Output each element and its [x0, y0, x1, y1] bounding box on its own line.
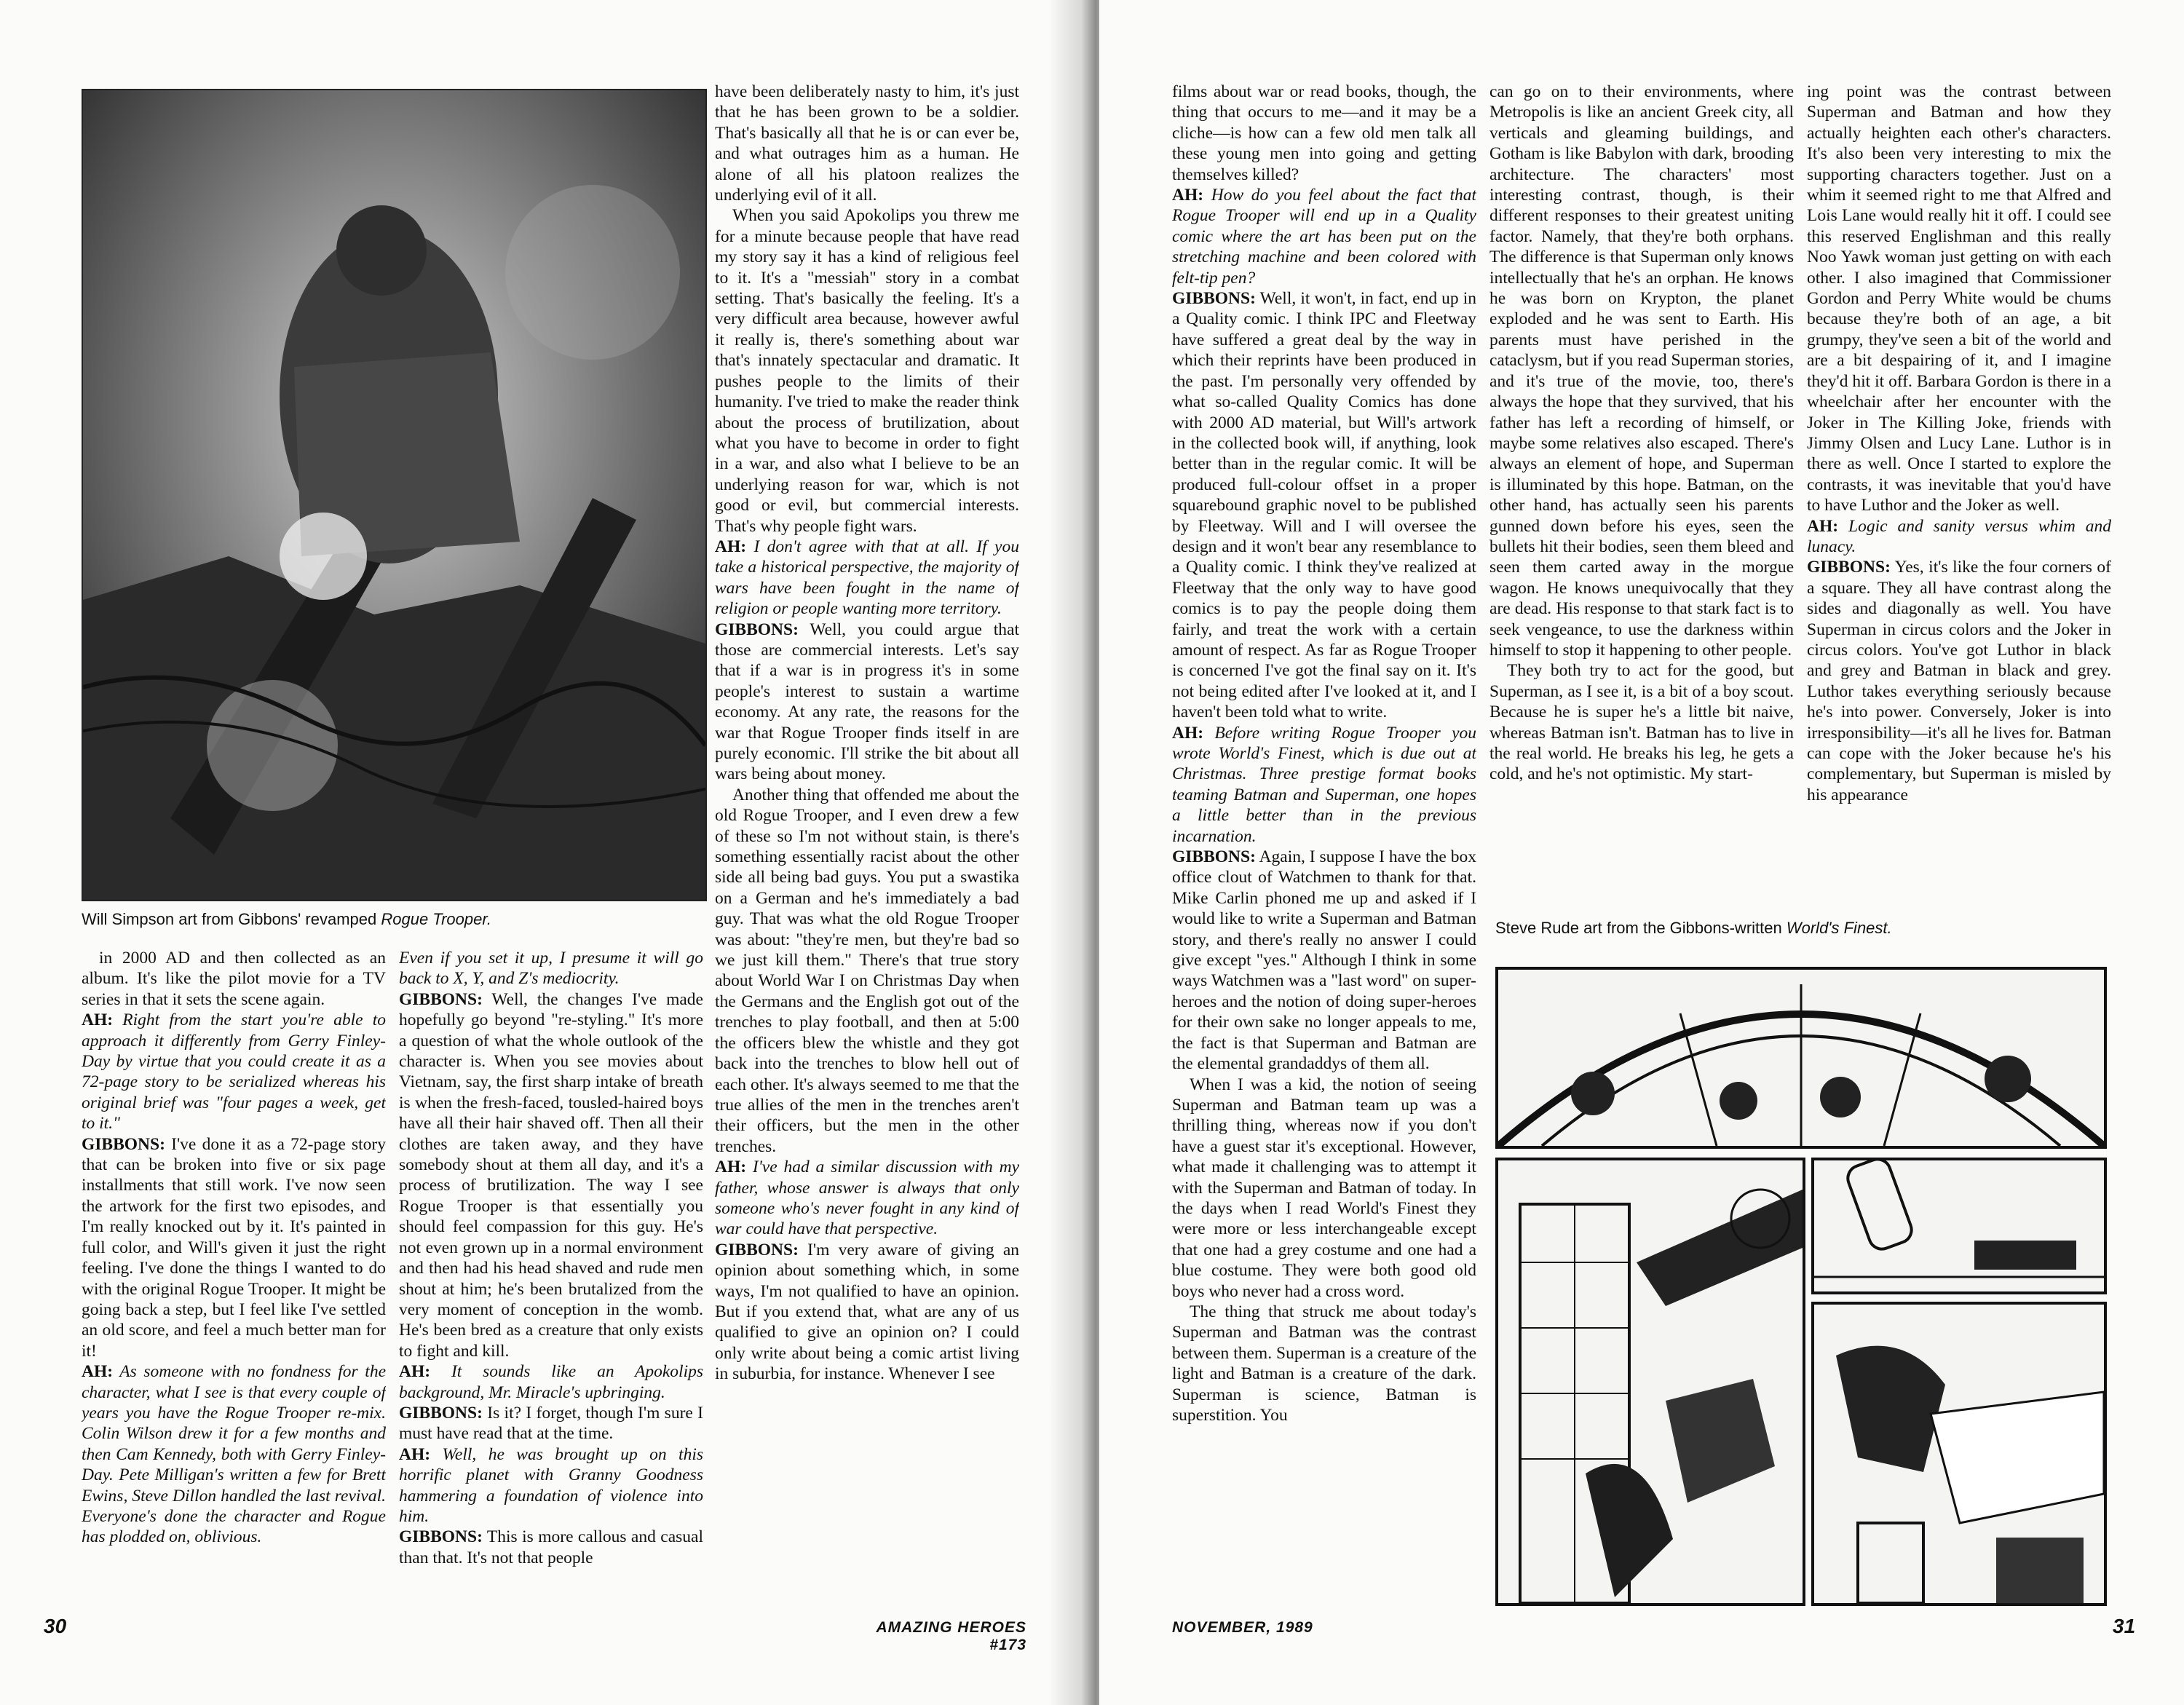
running-footer-left: AMAZING HEROES #173 [876, 1619, 1026, 1653]
interview-answer [1172, 288, 1476, 723]
interview-question [399, 1444, 703, 1527]
interview-answer [399, 1403, 703, 1444]
left-column-1 [82, 948, 386, 1596]
comic-panel-1 [1495, 967, 2107, 1149]
interview-question [715, 537, 1019, 620]
speaker-label: GIBBONS: [1807, 558, 1891, 577]
paragraph-text: I've done it as a 72-page story that can be broken into five or six page installments that still work. I've now seen the artwork for the first two episodes, and I'm really knocked out by it. It's painted in full color, and Will's given it just the right feeling. I've done the things I wanted to do with the original Rogue Trooper. It might be going back a step, but I feel like I've settled an old score, and feel a much better man for it! [82, 1134, 386, 1361]
speaker-label: GIBBONS: [399, 1403, 483, 1423]
speaker-label: AH: [715, 1158, 747, 1177]
interview-question [1172, 723, 1476, 847]
paragraph-text: Right from the start you're able to approach it differently from Gerry Finley-Day by virtue that you could create it as a 72-page story to be serialized whereas his original brief was "four pages a week, get to it." [82, 1010, 386, 1134]
speaker-label: GIBBONS: [1172, 847, 1256, 867]
paragraph-text: Yes, it's like the four corners of a square. They all have contrast along the sides and diagonally as well. You have Superman in circus colors and the Joker in circus colors. You've got Luthor in black and grey and Batman in black and grey. Luthor takes everything seriously because he's into power. Conversely, Joker is into irresponsibility—it's all he lives for. Batman can cope with the Joker because he's his complementary, but Superman is misled by his appearance [1807, 558, 2111, 804]
paragraph-text: They both try to act for the good, but Superman, as I see it, is a bit of a boy scout. Because he is super he's a little bit naive, whereas Batman isn't. Batman has to live in the real world. He breaks his leg, he gets a cold, and he's not optimistic. My start- [1489, 661, 1794, 784]
article-paragraph [82, 948, 386, 1010]
paragraph-text: Well, he was brought up on this horrific planet with Granny Goodness hammering a foundation of violence into him. [399, 1444, 703, 1526]
paragraph-text: Before writing Rogue Trooper you wrote World's Finest, which is due out at Christmas. Three prestige format books teaming Batman and Superman, one hopes a little better than in the previous incarnation. [1172, 723, 1476, 846]
left-column-3 [715, 82, 1019, 1599]
interview-question [399, 948, 703, 989]
paragraph-text: When you said Apokolips you threw me for a minute because people that have read my story say it has a kind of religious feel to it. It's a "messiah" story in a combat setting. That's basically the feeling. It's a very difficult area because, however awful it really is, there's something about war that's innately spectacular and dramatic. It pushes people to the limits of their humanity. I've tried to make the reader think about the process of brutilization, about what you have to become in order to fight in a war, and also what I believe to be an underlying reason for war, which is not good or evil, but commercial interests. That's why people fight wars. [715, 206, 1019, 536]
right-column-1 [1172, 82, 1476, 1599]
article-paragraph [1807, 82, 2111, 516]
caption-title: Rogue Trooper. [381, 910, 491, 928]
speaker-label: GIBBONS: [399, 1527, 483, 1547]
left-column-2 [399, 948, 703, 1596]
war-scene-illustration [83, 90, 705, 900]
interview-question [82, 1361, 386, 1548]
interview-answer [715, 620, 1019, 785]
interview-question [715, 1157, 1019, 1240]
paragraph-text: I'm very aware of giving an opinion about something which, in some ways, I'm not qualified to have an opinion. But if you extend that, what are any of us qualified to give an opinion on? I could only write about being a comic artist living in suburbia, for instance. Whenever I see [715, 1240, 1019, 1384]
interview-answer [82, 1134, 386, 1361]
interview-answer [1807, 557, 2111, 805]
paragraph-text: films about war or read books, though, the thing that occurs to me—and it may be a cliche—is how can a few old men talk all these young men into going and getting themselves killed? [1172, 82, 1476, 184]
speaker-label: AH: [715, 537, 747, 556]
paragraph-text: How do you feel about the fact that Rogue Trooper will end up in a Quality comic where the art has been put on the stretching machine and been colored with felt-tip pen? [1172, 186, 1476, 288]
article-paragraph [1489, 82, 1794, 660]
interview-answer [1172, 847, 1476, 1074]
article-paragraph [1172, 1075, 1476, 1302]
paragraph-text: can go on to their environments, where Metropolis is like an ancient Greek city, all verticals and gleaming buildings, and Gotham is like Babylon with dark, brooding architecture. The characters' most interesting contrast, though, is their different responses to their greatest uniting factor. Namely, that they're both orphans. The difference is that Superman only knows intellectually that he's an orphan. He knows he was born on Krypton, the planet exploded and he was sent to Earth. His parents must have perished in the cataclysm, but if you read Superman stories, and it's true of the movie, too, there's always the hope that they survived, that his father has left a recording of himself, or maybe some relatives also escaped. There's always an element of hope, and Superman is illuminated by this hope. Batman, on the other hand, has actually seen his parents gunned down before his eyes, seen the bullets hit their bodies, seen them bleed and seen them carted away in the morgue wagon. He knows unequivocally that they are dead. His response to that stark fact is to seek vengeance, to use the darkness within himself to stop it happening to other people. [1489, 82, 1794, 660]
speaker-label: GIBBONS: [1172, 289, 1256, 309]
panel-1-illustration [1498, 970, 2104, 1146]
panel-2-illustration [1498, 1160, 1803, 1603]
right-column-2 [1489, 82, 1794, 891]
paragraph-text: Well, the changes I've made hopefully go beyond "re-styling." It's more a question of what the whole outlook of the character is. When you see movies about Vietnam, say, the first sharp intake of breath is when the fresh-faced, tousled-haired boys have all their hair shaved off. Then all their clothes are taken away, and they have somebody shout at them all day, and it's a process of brutilization. The way I see Rogue Trooper is that essentially you should feel compassion for this guy. He's not even grown up in a normal environment and then had his head shaved and rude men shout at him; he's been brutalized from the very moment of conception in the womb. He's been bred as a creature that only exists to fight and kill. [399, 989, 703, 1361]
page-number-right: 31 [2113, 1615, 2136, 1637]
speaker-label: AH: [82, 1362, 114, 1382]
article-paragraph [1172, 1302, 1476, 1425]
rogue-trooper-artwork [82, 89, 707, 901]
paragraph-text: Another thing that offended me about the old Rogue Trooper, and I even drew a few of these so I'm not without stain, is there's something essentially racist about the other side all being bad guys. You put a swastika on a German and he's immediately a bad guy. That was what the old Rogue Trooper was about: "they're men, but they're bad so we just kill them." There's that true story about World War I on Christmas Day when the Germans and the English got out of the trenches to play football, and then at 5:00 the officers blew the whistle and they got back into the trenches to blow hell out of each other. It's always seemed to me that the true allies of the men in the trenches aren't their officers, but the men in the other trenches. [715, 785, 1019, 1156]
comic-panel-3 [1811, 1158, 2107, 1294]
speaker-label: GIBBONS: [715, 620, 799, 639]
article-paragraph [1172, 82, 1476, 185]
speaker-label: AH: [399, 1444, 431, 1464]
speaker-label: AH: [1807, 516, 1839, 536]
caption-prefix: Steve Rude art from the Gibbons-written [1495, 919, 1787, 937]
speaker-label: GIBBONS: [399, 989, 483, 1009]
right-image-caption [1495, 919, 2114, 938]
worlds-finest-artwork [1495, 967, 2107, 1613]
paragraph-text: Well, it won't, in fact, end up in a Quality comic. I think IPC and Fleetway have suffered a great deal by the way in which their reprints have been produced in the past. I'm personally very offended by what so-called Quality Comics has done with 2000 AD material, but Will's artwork in the collected book will, if anything, look better than in the regular comic. It will be produced full-colour offset in a proper squarebound graphic novel to be published by Fleetway. Will and I will oversee the design and it won't bear any resemblance to a Quality comic. I think they've realized at Fleetway that the only way to have good comics is to pay the people doing them fairly, and treat the work with a certain amount of respect. As far as Rogue Trooper is concerned I've got the final say on it. It's not being edited after I've looked at it, and I haven't been told what to write. [1172, 289, 1476, 722]
paragraph-text: Well, you could argue that those are commercial interests. Let's say that if a war is in progress it's in some people's interest to sustain a wartime economy. At any rate, the reasons for the war that Rogue Trooper finds itself in are purely economic. I'll strike the bit about all wars being about money. [715, 620, 1019, 784]
interview-question [82, 1010, 386, 1134]
right-page [1099, 0, 2184, 1705]
right-column-3 [1807, 82, 2111, 891]
speaker-label: AH: [399, 1362, 431, 1382]
article-paragraph [715, 82, 1019, 205]
page-number-left: 30 [44, 1615, 67, 1637]
left-page [0, 0, 1085, 1705]
paragraph-text: The thing that struck me about today's Superman and Batman was the contrast between them. Superman is a creature of the light and Batman is a creature of the dark. Superman is science, Batman is superstition. You [1172, 1302, 1476, 1425]
speaker-label: AH: [82, 1010, 114, 1030]
speaker-label: AH: [1172, 723, 1204, 743]
paragraph-text: It sounds like an Apokolips background, Mr. Miracle's upbringing. [399, 1362, 703, 1402]
article-paragraph [715, 785, 1019, 1157]
interview-answer [399, 1527, 703, 1568]
left-image-caption [82, 910, 708, 929]
paragraph-text: Is it? I forget, though I'm sure I must have read that at the time. [399, 1403, 703, 1444]
paragraph-text: This is more callous and casual than that. It's not that people [399, 1527, 703, 1567]
paragraph-text: Even if you set it up, I presume it will go back to X, Y, and Z's mediocrity. [399, 949, 703, 989]
paragraph-text: Again, I suppose I have the box office clout of Watchmen to thank for that. Mike Carlin phoned me up and asked if I would like to write a Superman and Batman story, and there's really no answer I could give except "yes." Although I think in some ways Watchmen was a "last word" on super-heroes and the notion of doing super-heroes for their own sake no longer appeals to me, the fact is that Superman and Batman are the elemental grandaddys of them all. [1172, 847, 1476, 1074]
comic-panel-2 [1495, 1158, 1805, 1606]
running-header-right: NOVEMBER, 1989 [1172, 1619, 1313, 1636]
speaker-label: AH: [1172, 186, 1204, 205]
interview-question [1172, 185, 1476, 288]
paragraph-text: Logic and sanity versus whim and lunacy. [1807, 516, 2111, 556]
speaker-label: GIBBONS: [715, 1240, 799, 1259]
paragraph-text: ing point was the contrast between Superman and Batman and how they actually heighten each other's characters. It's also been very interesting to mix the supporting characters together. Just on a whim it seemed right to me that Alfred and Lois Lane would really hit it off. I could see this reserved Englishman and this really Noo Yawk woman just getting on with each other. I also imagined that Commissioner Gordon and Perry White would be chums because they're both of an age, a bit grumpy, they've seen a bit of the world and are a bit despairing of it, and I imagine they'd hit it off. Barbara Gordon is there in a wheelchair after her encounter with the Joker in The Killing Joke, friends with Jimmy Olsen and Lucy Lane. Luthor is in there as well. Once I started to explore the contrasts, it was inevitable that you'd have to have Luthor and the Joker as well. [1807, 82, 2111, 515]
comic-panel-4 [1811, 1302, 2107, 1606]
paragraph-text: As someone with no fondness for the character, what I see is that every couple of years you have the Rogue Trooper re-mix. Colin Wilson drew it for a few months and then Cam Kennedy, both with Gerry Finley-Day. Pete Milligan's written a few for Brett Ewins, Steve Dillon handled the last revival. Everyone's done the character and Rogue has plodded on, oblivious. [82, 1362, 386, 1547]
interview-question [1807, 516, 2111, 558]
caption-title: World's Finest. [1786, 919, 1892, 937]
interview-question [399, 1361, 703, 1403]
paragraph-text: I don't agree with that at all. If you take a historical perspective, the majority of wars have been fought in the name of religion or people wanting more territory. [715, 537, 1019, 619]
panel-3-illustration [1814, 1160, 2104, 1291]
paragraph-text: have been deliberately nasty to him, it's just that he has been grown to be a soldier. That's basically all that he is or can ever be, and what outrages him as a human. He alone of all his platoon realizes the underlying evil of it all. [715, 82, 1019, 205]
interview-answer [715, 1240, 1019, 1385]
article-paragraph [715, 205, 1019, 537]
caption-prefix: Will Simpson art from Gibbons' revamped [82, 910, 381, 928]
paragraph-text: I've had a similar discussion with my father, whose answer is always that only someone who's never fought in any kind of war could have that perspective. [715, 1158, 1019, 1239]
paragraph-text: When I was a kid, the notion of seeing Superman and Batman team up was a thrilling thing, whereas now if you don't have a guest star it's exceptional. However, what made it challenging was to attempt it with the Superman and Batman of today. In the days when I read World's Finest they were more or less interchangeable except that one had a grey costume and one had a blue costume. They were both good old boys who never had a cross word. [1172, 1075, 1476, 1301]
interview-answer [399, 989, 703, 1361]
article-paragraph [1489, 660, 1794, 784]
panel-4-illustration [1814, 1305, 2104, 1603]
paragraph-text: in 2000 AD and then collected as an album. It's like the pilot movie for a TV series in that it sets the scene again. [82, 949, 386, 1009]
speaker-label: GIBBONS: [82, 1134, 165, 1154]
